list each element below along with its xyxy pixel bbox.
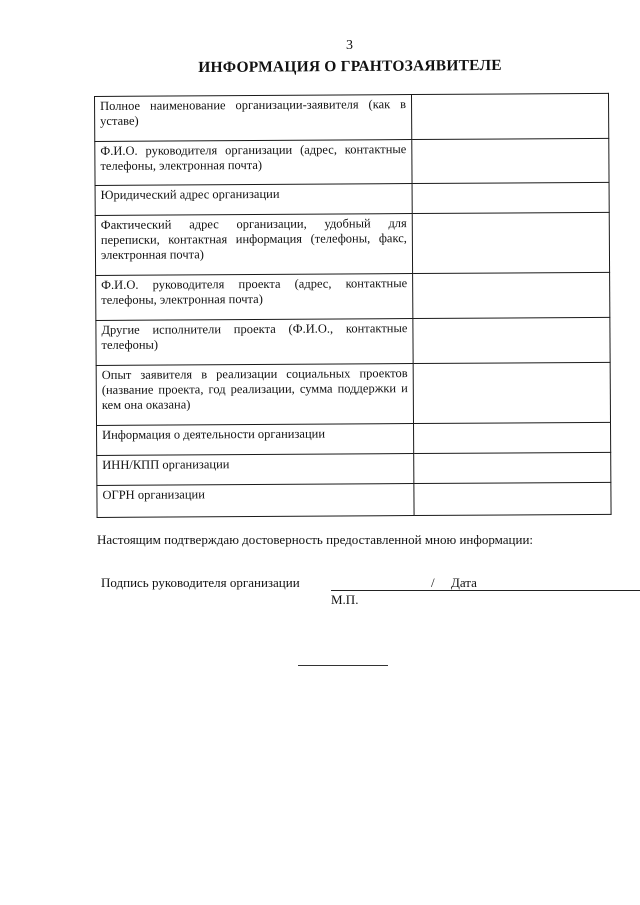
row-label-actual-address: Фактический адрес организации, удобный для переписки, контактная информация (телефоны, факс, электронная почта)	[95, 214, 412, 276]
seal-label: М.П.	[331, 592, 359, 607]
row-value-inn-kpp[interactable]	[414, 452, 611, 483]
table-row	[96, 362, 610, 425]
table-row	[95, 138, 609, 185]
table-row	[97, 452, 611, 485]
row-label-experience: Опыт заявителя в реализации социальных проектов (название проекта, год реализации, сумма поддержки и кем она оказана)	[96, 364, 413, 426]
date-label: Дата	[451, 575, 477, 590]
confirmation-statement: Настоящим подтверждаю достоверность предоставленной мною информации:	[97, 532, 534, 547]
row-label-inn-kpp: ИНН/КПП организации	[97, 454, 414, 486]
page-title: ИНФОРМАЦИЯ О ГРАНТОЗАЯВИТЕЛЕ	[198, 56, 502, 77]
end-divider	[298, 665, 388, 666]
signature-date-separator: /	[431, 575, 435, 590]
row-value-activity[interactable]	[414, 422, 611, 453]
page-number: 3	[346, 38, 353, 53]
applicant-info-table	[94, 93, 612, 518]
signature-block	[101, 575, 611, 615]
row-label-legal-address: Юридический адрес организации	[95, 184, 412, 216]
signature-line[interactable]	[331, 590, 640, 591]
table-row	[97, 422, 611, 455]
row-value-actual-address[interactable]	[412, 212, 609, 273]
row-label-executors: Другие исполнители проекта (Ф.И.О., контактные телефоны)	[96, 319, 413, 366]
row-label-ogrn: ОГРН организации	[97, 484, 414, 518]
table-row	[97, 482, 611, 517]
row-value-legal-address[interactable]	[412, 182, 609, 213]
row-label-org-head: Ф.И.О. руководителя организации (адрес, контактные телефоны, электронная почта)	[95, 140, 412, 186]
row-value-ogrn[interactable]	[414, 482, 611, 515]
table-row	[95, 93, 609, 141]
signature-label: Подпись руководителя организации	[101, 575, 300, 590]
table-row	[96, 317, 610, 365]
row-value-experience[interactable]	[413, 362, 610, 423]
row-value-executors[interactable]	[413, 317, 610, 363]
row-value-org-head[interactable]	[412, 138, 609, 183]
row-label-project-head: Ф.И.О. руководителя проекта (адрес, контактные телефоны, электронная почта)	[96, 274, 413, 321]
row-label-activity: Информация о деятельности организации	[97, 424, 414, 456]
table-row	[96, 272, 610, 320]
row-value-project-head[interactable]	[413, 272, 610, 318]
table-row	[95, 212, 609, 275]
row-label-full-name: Полное наименование организации-заявителя (как в уставе)	[95, 95, 412, 142]
table-row	[95, 182, 609, 215]
row-value-full-name[interactable]	[411, 93, 608, 139]
